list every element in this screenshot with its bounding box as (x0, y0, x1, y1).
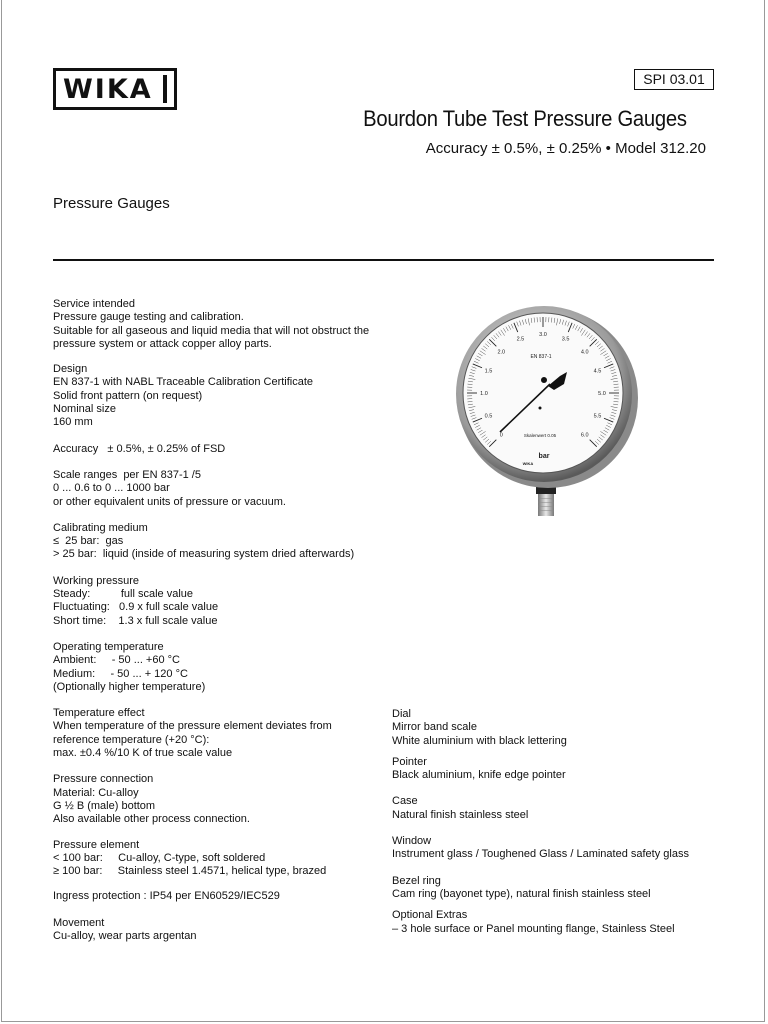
spec-section (392, 708, 722, 748)
scale-label: 1.5 (484, 368, 493, 375)
spec-line: pressure system or attack copper alloy parts. (53, 337, 272, 350)
spec-line: Black aluminium, knife edge pointer (392, 769, 566, 782)
spec-line: ≥ 100 bar: Stainless steel 1.4571, helical type, brazed (53, 865, 327, 878)
scale-label: 0 (499, 432, 503, 439)
scale-label: 4.0 (580, 349, 589, 356)
spec-line: ≤ 25 bar: gas (53, 535, 124, 548)
gauge-zero-stop (539, 407, 542, 410)
scale-label: 3.5 (561, 336, 570, 343)
spec-line: Suitable for all gaseous and liquid media that will not obstruct the (53, 324, 370, 337)
dial-brand: WIKA (522, 461, 534, 466)
spec-line: When temperature of the pressure element deviates from (53, 720, 332, 733)
spec-heading: Case (392, 795, 418, 808)
spec-section (392, 835, 722, 862)
spec-heading: Operating temperature (53, 640, 164, 653)
spec-section (53, 890, 383, 903)
spec-heading: Ingress protection : IP54 per EN60529/IEC529 (53, 890, 280, 903)
spec-heading: Scale ranges per EN 837-1 /5 (53, 468, 201, 481)
spec-heading: Service intended (53, 298, 135, 310)
spec-line: Medium: - 50 ... + 120 °C (53, 667, 188, 680)
header-divider (53, 259, 714, 261)
gauge-pointer-hub (541, 377, 547, 383)
spec-section (392, 875, 722, 902)
spec-section (392, 909, 722, 936)
spec-line: EN 837-1 with NABL Traceable Calibration Certificate (53, 376, 314, 389)
spec-line: Cam ring (bayonet type), natural finish stainless steel (392, 887, 651, 900)
spec-line: White aluminium with black lettering (392, 734, 567, 747)
spec-section (53, 641, 383, 694)
left-spec-column (53, 298, 383, 943)
document-code: SPI 03.01 (634, 69, 714, 90)
scale-label: 4.5 (593, 368, 602, 375)
dial-text-class: Skalenwert 0.05 (523, 433, 557, 438)
spec-heading: Pressure element (53, 838, 140, 851)
spec-section (392, 756, 722, 783)
spec-section (53, 443, 383, 456)
spec-section (53, 575, 383, 628)
spec-heading: Accuracy ± 0.5%, ± 0.25% of FSD (53, 442, 226, 455)
spec-line: Pressure gauge testing and calibration. (53, 311, 244, 324)
dial-text-top: EN 837-1 (530, 354, 552, 360)
spec-heading: Design (53, 363, 88, 376)
logo-text: WIKA (63, 73, 153, 105)
scale-label: 0.5 (484, 413, 493, 420)
spec-line: Steady: full scale value (53, 588, 194, 601)
spec-section (53, 839, 383, 879)
scale-label: 3.0 (539, 332, 547, 338)
spec-section (53, 522, 383, 562)
pressure-gauge-image (452, 302, 640, 520)
spec-line: 0 ... 0.6 to 0 ... 1000 bar (53, 482, 170, 495)
spec-heading: Pressure connection (53, 773, 154, 786)
spec-line: Instrument glass / Toughened Glass / Laminated safety glass (392, 848, 689, 861)
spec-line: Mirror band scale (392, 721, 477, 734)
product-category: Pressure Gauges (53, 195, 170, 212)
spec-section (53, 298, 383, 351)
scale-label: 2.5 (516, 336, 525, 343)
spec-line: < 100 bar: Cu-alloy, C-type, soft soldered (53, 851, 266, 864)
dial-unit: bar (538, 453, 550, 460)
spec-line: G ½ B (male) bottom (53, 799, 156, 812)
spec-heading: Movement (53, 916, 105, 929)
spec-heading: Temperature effect (53, 707, 145, 720)
spec-heading: Window (392, 835, 432, 848)
wika-logo (53, 68, 177, 110)
spec-line: Material: Cu-alloy (53, 786, 139, 799)
page-title: Bourdon Tube Test Pressure Gauges (363, 106, 687, 131)
spec-section (53, 469, 383, 509)
scale-label: 5.0 (598, 391, 606, 397)
spec-heading: Bezel ring (392, 874, 441, 887)
spec-line: (Optionally higher temperature) (53, 680, 206, 693)
spec-heading: Working pressure (53, 574, 139, 587)
spec-line: reference temperature (+20 °C): (53, 733, 210, 746)
spec-heading: Optional Extras (392, 909, 468, 922)
spec-line: 160 mm (53, 416, 93, 429)
scale-label: 6.0 (580, 432, 589, 439)
gauge-thread (538, 494, 554, 516)
right-spec-column (392, 708, 722, 936)
spec-line: Cu-alloy, wear parts argentan (53, 929, 197, 942)
spec-line: Natural finish stainless steel (392, 808, 529, 821)
spec-section (53, 363, 383, 429)
spec-section (392, 795, 722, 822)
scale-label: 2.0 (497, 349, 506, 356)
scale-label: 1.0 (480, 391, 488, 397)
spec-line: max. ±0.4 %/10 K of true scale value (53, 747, 233, 760)
spec-line: – 3 hole surface or Panel mounting flange, Stainless Steel (392, 922, 675, 935)
spec-section (53, 917, 383, 944)
spec-line: Also available other process connection. (53, 813, 250, 826)
spec-section (53, 773, 383, 826)
spec-line: Solid front pattern (on request) (53, 389, 203, 402)
spec-line: Ambient: - 50 ... +60 °C (53, 654, 180, 667)
spec-line: Short time: 1.3 x full scale value (53, 614, 218, 627)
spec-line: or other equivalent units of pressure or vacuum. (53, 495, 286, 508)
spec-line: Fluctuating: 0.9 x full scale value (53, 601, 219, 614)
spec-line: > 25 bar: liquid (inside of measuring system dried afterwards) (53, 548, 355, 561)
spec-heading: Dial (392, 708, 411, 720)
logo-bar (163, 75, 167, 103)
spec-heading: Calibrating medium (53, 521, 148, 534)
spec-line: Nominal size (53, 403, 116, 416)
spec-section (53, 707, 383, 760)
spec-heading: Pointer (392, 755, 427, 768)
page-subtitle: Accuracy ± 0.5%, ± 0.25% • Model 312.20 (425, 140, 706, 157)
scale-label: 5.5 (593, 413, 602, 420)
